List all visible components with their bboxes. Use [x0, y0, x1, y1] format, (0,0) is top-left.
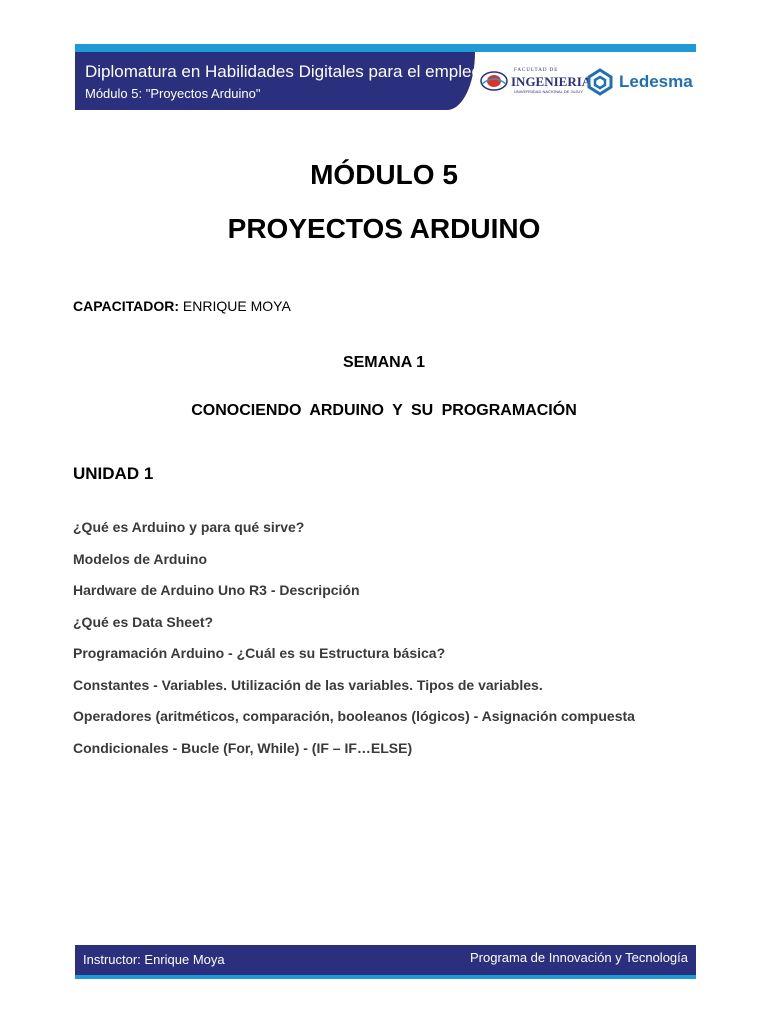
header-banner	[75, 44, 696, 110]
header-title: Diplomatura en Habilidades Digitales para el empleo.	[85, 62, 486, 81]
trainer-name: ENRIQUE MOYA	[179, 298, 291, 314]
ingenieria-logo	[480, 66, 592, 98]
ingenieria-logo-tiny-text: UNIVERSIDAD NACIONAL DE JUJUY	[514, 89, 583, 94]
ingenieria-emblem-icon	[480, 70, 508, 92]
ingenieria-logo-small-text: FACULTAD DE	[514, 68, 559, 73]
header-stripe	[75, 44, 696, 52]
topic-list	[73, 519, 635, 771]
footer-stripe	[75, 975, 696, 979]
topic-item: Constantes - Variables. Utilización de las variables. Tipos de variables.	[73, 676, 543, 693]
header-band	[75, 52, 486, 110]
header-subtitle: Módulo 5: "Proyectos Arduino"	[85, 86, 261, 101]
module-title: MÓDULO 5	[310, 159, 458, 190]
footer-program: Programa de Innovación y Tecnología	[469, 950, 688, 965]
ingenieria-logo-text: INGENIERIA	[511, 74, 592, 89]
module-subtitle: PROYECTOS ARDUINO	[227, 213, 541, 244]
ledesma-mark-icon	[587, 68, 613, 96]
week-heading: SEMANA 1	[342, 354, 426, 371]
ledesma-logo-text: Ledesma	[619, 72, 693, 91]
footer-banner	[75, 945, 696, 975]
topic-item: ¿Qué es Data Sheet?	[73, 613, 214, 630]
unit-heading: UNIDAD 1	[73, 464, 154, 483]
topic-item: Programación Arduino - ¿Cuál es su Estructura básica?	[73, 645, 446, 661]
trainer-label: CAPACITADOR:	[73, 298, 180, 314]
ledesma-logo	[587, 66, 697, 100]
trainer-line	[73, 298, 291, 314]
topic-heading: CONOCIENDO ARDUINO Y SU PROGRAMACIÓN	[191, 402, 577, 419]
topic-item: Condicionales - Bucle (For, While) - (IF – IF…ELSE)	[73, 739, 413, 756]
topic-item: Modelos de Arduino	[73, 550, 208, 567]
topic-item: Hardware de Arduino Uno R3 - Descripción	[73, 582, 360, 598]
topic-item: Operadores (aritméticos, comparación, booleanos (lógicos) - Asignación compuesta	[73, 708, 635, 724]
topic-item: ¿Qué es Arduino y para qué sirve?	[73, 519, 305, 535]
footer-instructor: Instructor: Enrique Moya	[83, 952, 225, 967]
